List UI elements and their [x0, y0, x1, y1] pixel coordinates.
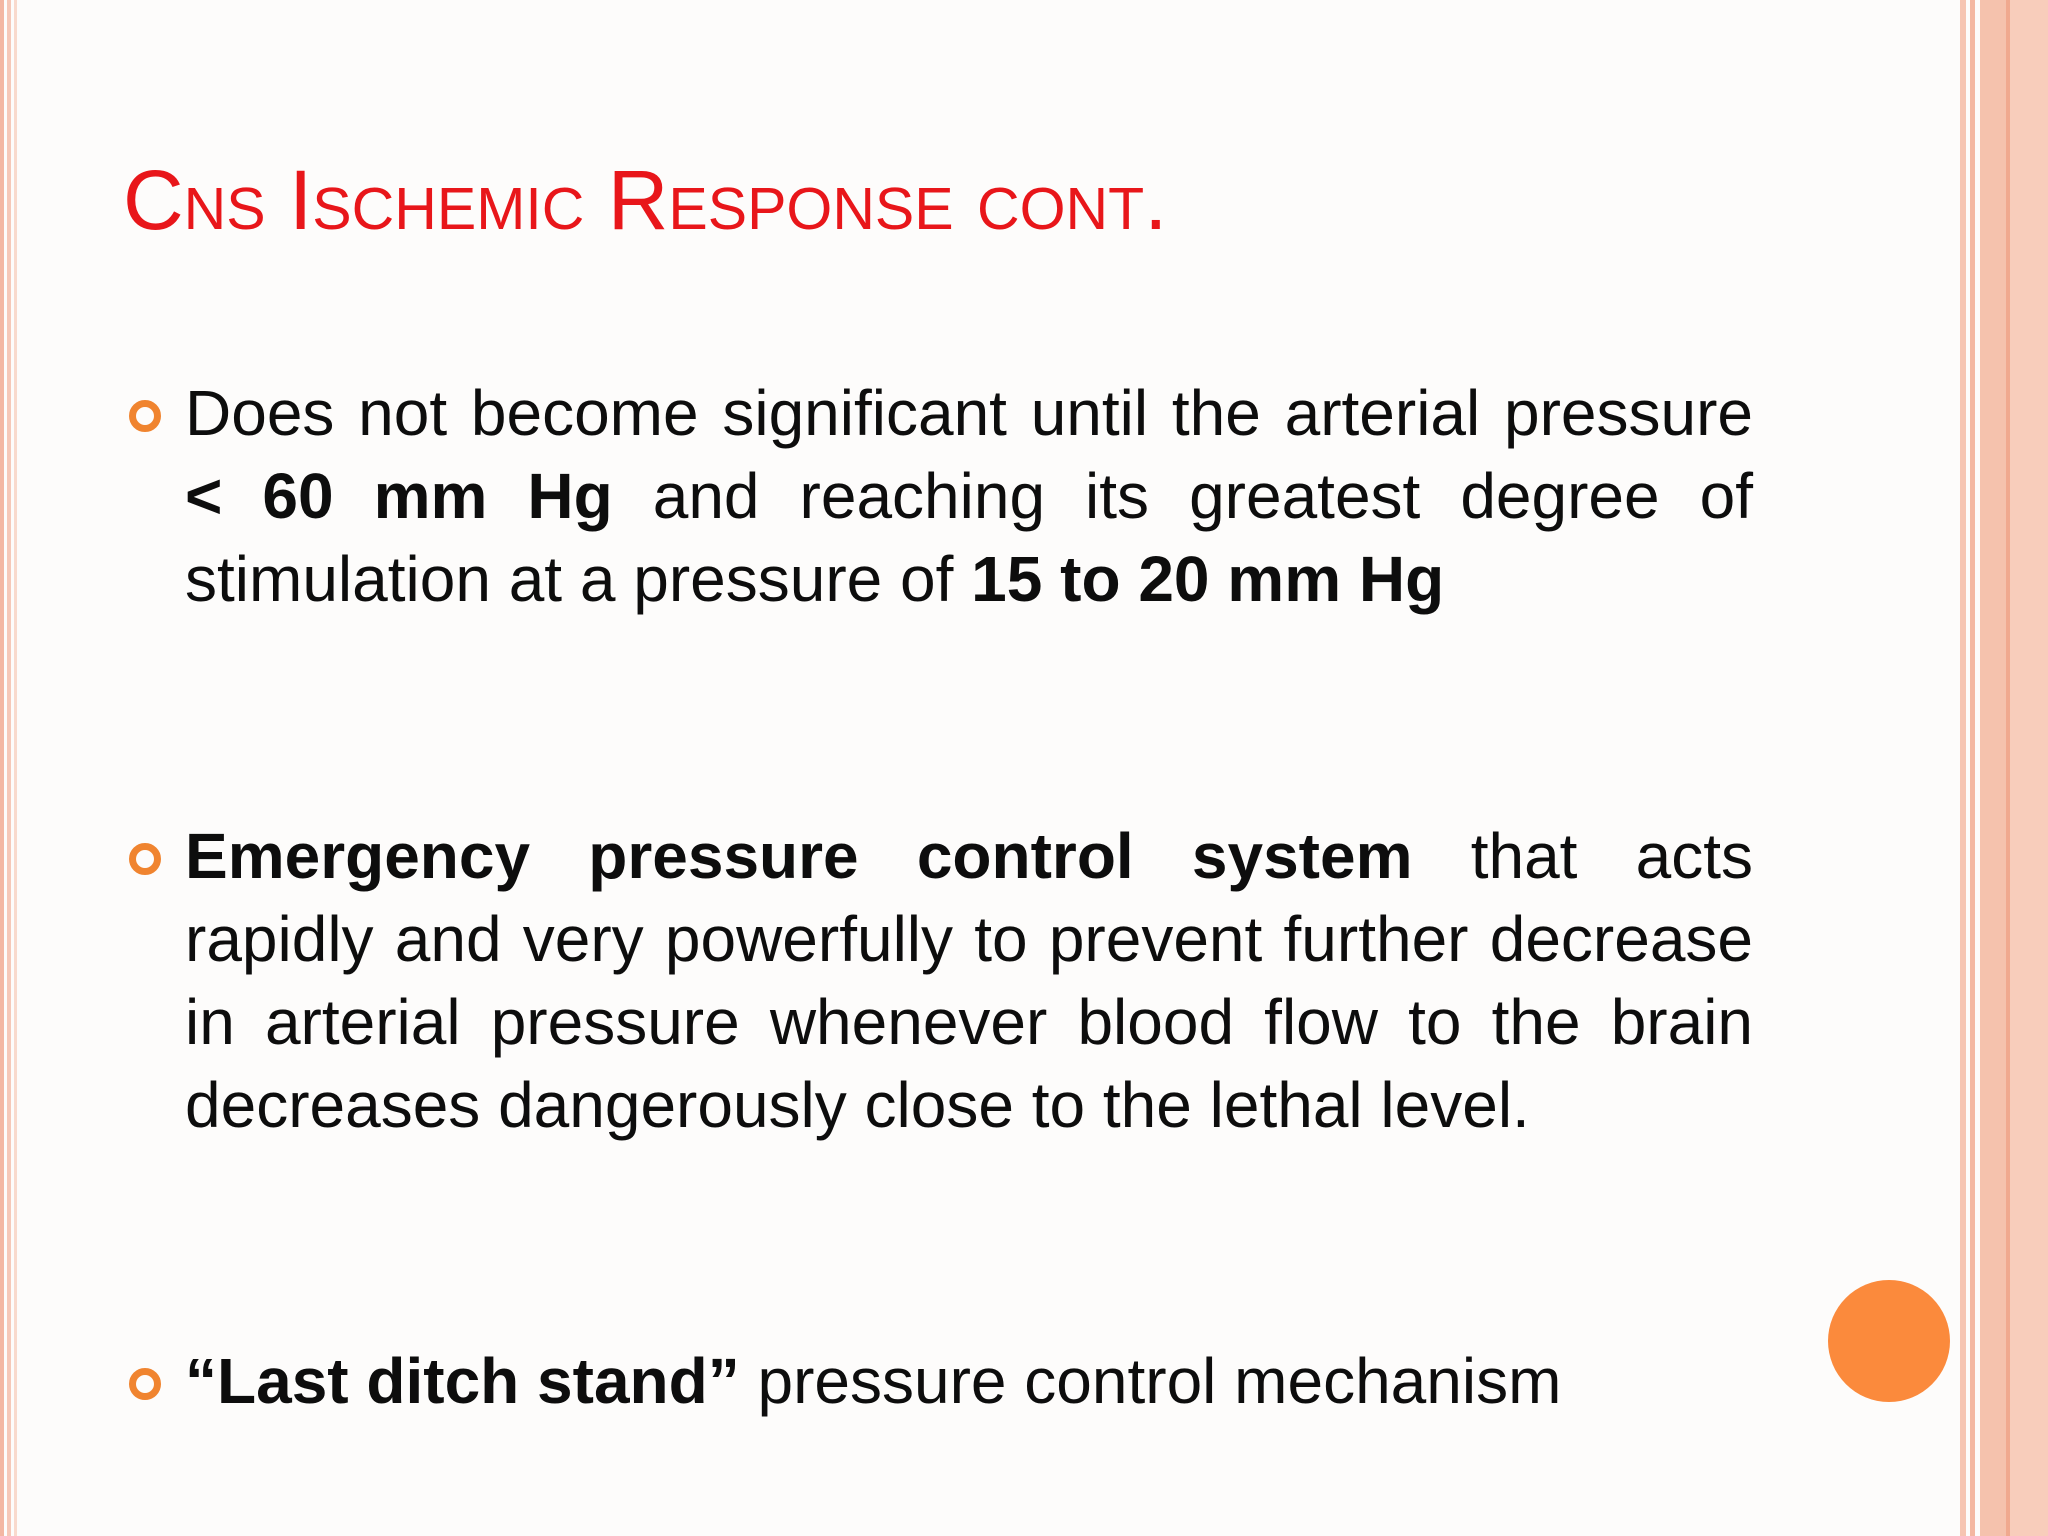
- ring-bullet-icon: [129, 400, 161, 432]
- bullet-text: Does not become significant until the arterial pressure: [185, 377, 1753, 449]
- bullet-bold-text: Emergency pressure control system: [185, 820, 1413, 892]
- bullet-item: [185, 1340, 1753, 1423]
- bullet-bold-text: < 60 mm Hg: [185, 460, 613, 532]
- bullet-text: that acts rapidly and very powerfully to prevent further decrease in arterial pressure whenever blood flow to the brain decreases dangerously close to the lethal level.: [185, 820, 1754, 1141]
- bullet-bold-text: “Last ditch stand”: [185, 1345, 740, 1417]
- bullet-text: pressure control mechanism: [739, 1345, 1562, 1417]
- bullet-text: and reaching its greatest degree of stimulation at a pressure of: [185, 460, 1754, 615]
- bullet-item: [185, 372, 1753, 621]
- ring-bullet-icon: [129, 1368, 161, 1400]
- decorative-circle: [1828, 1280, 1950, 1402]
- bullet-bold-text: 15 to 20 mm Hg: [971, 543, 1445, 615]
- slide-title: Cns Ischemic Response cont.: [123, 153, 1168, 247]
- bullet-item: [185, 815, 1753, 1147]
- ring-bullet-icon: [129, 843, 161, 875]
